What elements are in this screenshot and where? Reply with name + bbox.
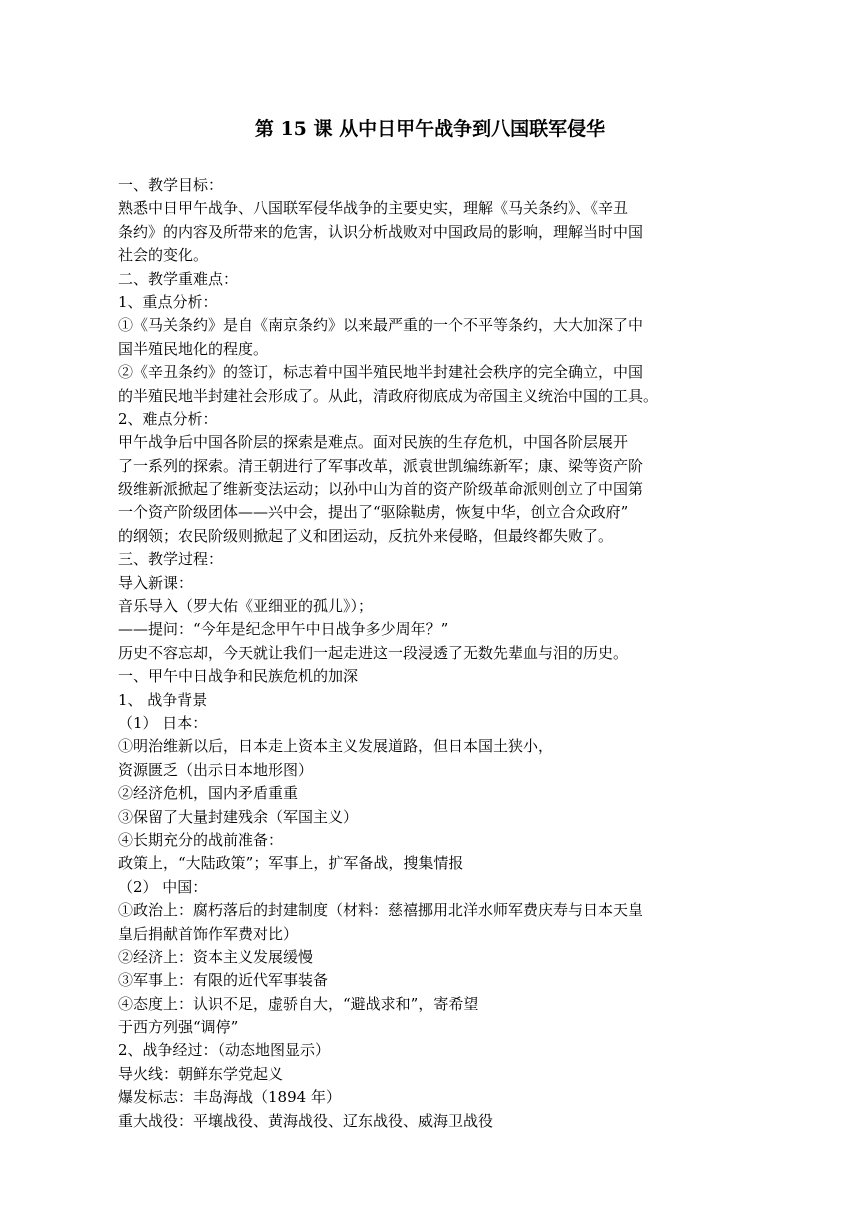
- text-line: ③保留了大量封建残余（军国主义）: [118, 807, 359, 826]
- text-line: （1） 日本：: [118, 713, 208, 732]
- text-line: ②经济上：资本主义发展缓慢: [118, 947, 314, 966]
- text-line: 熟悉中日甲午战争、八国联军侵华战争的主要史实，理解《马关条约》、《辛丑: [118, 199, 629, 218]
- text-line: ——提问：“今年是纪念甲午中日战争多少周年？”: [118, 620, 449, 639]
- text-line: 一、甲午中日战争和民族危机的加深: [118, 667, 359, 686]
- text-line: 国半殖民地化的程度。: [118, 339, 269, 358]
- text-line: ①明治维新以后，日本走上资本主义发展道路，但日本国土狭小，: [118, 737, 554, 756]
- text-line: 三、教学过程：: [118, 550, 224, 569]
- text-line: 2、难点分析：: [118, 409, 218, 428]
- text-line: 级维新派掀起了维新变法运动；以孙中山为首的资产阶级革命派则创立了中国第: [118, 480, 644, 499]
- text-line: 1、 战争背景: [118, 690, 208, 709]
- text-line: （2） 中国：: [118, 877, 208, 896]
- text-line: ④长期充分的战前准备：: [118, 830, 284, 849]
- text-line: 1、重点分析：: [118, 292, 218, 311]
- text-line: 政策上，“大陆政策”；军事上，扩军备战，搜集情报: [118, 854, 464, 873]
- text-line: ①政治上：腐朽落后的封建制度（材料：慈禧挪用北洋水师军费庆寿与日本天皇: [118, 901, 644, 920]
- text-line: 导火线：朝鲜东学党起义: [118, 1064, 284, 1083]
- text-line: 一个资产阶级团体——兴中会，提出了“驱除鞑虏，恢复中华，创立合众政府”: [118, 503, 629, 522]
- text-line: 的纲领；农民阶级则掀起了义和团运动，反抗外来侵略，但最终都失败了。: [118, 526, 614, 545]
- lesson-title: 第 15 课 从中日甲午战争到八国联军侵华: [254, 118, 606, 140]
- text-line: 导入新课：: [118, 573, 194, 592]
- text-line: ④态度上：认识不足，虚骄自大，“避战求和”，寄希望: [118, 994, 479, 1013]
- text-line: 了一系列的探索。清王朝进行了军事改革，派袁世凯编练新军；康、梁等资产阶: [118, 456, 644, 475]
- lesson-body: [118, 174, 742, 1133]
- text-line: 一、教学目标：: [118, 176, 224, 194]
- text-line: ①《马关条约》是自《南京条约》以来最严重的一个不平等条约，大大加深了中: [118, 316, 644, 335]
- text-line: ②经济危机，国内矛盾重重: [118, 784, 299, 803]
- text-line: ②《辛丑条约》的签订，标志着中国半殖民地半封建社会秩序的完全确立，中国: [118, 363, 644, 382]
- text-line: 皇后捐献首饰作军费对比）: [118, 924, 299, 943]
- text-line: 爆发标志：丰岛海战（1894 年）: [118, 1088, 341, 1107]
- text-line: 重大战役：平壤战役、黄海战役、辽东战役、威海卫战役: [118, 1111, 494, 1130]
- text-line: 的半殖民地半封建社会形成了。从此，清政府彻底成为帝国主义统治中国的工具。: [118, 386, 659, 405]
- text-line: 2、战争经过：（动态地图显示）: [118, 1041, 331, 1060]
- text-line: ③军事上：有限的近代军事装备: [118, 971, 329, 990]
- text-line: 资源匮乏（出示日本地形图）: [118, 760, 314, 779]
- text-line: 甲午战争后中国各阶层的探索是难点。面对民族的生存危机，中国各阶层展开: [118, 433, 629, 452]
- text-line: 历史不容忘却，今天就让我们一起走进这一段浸透了无数先辈血与泪的历史。: [118, 643, 629, 662]
- text-line: 条约》的内容及所带来的危害，认识分析战败对中国政局的影响，理解当时中国: [118, 222, 644, 241]
- text-line: 音乐导入（罗大佑《亚细亚的孤儿》）；: [118, 597, 374, 616]
- text-line: 于西方列强“调停”: [118, 1018, 239, 1037]
- text-line: 社会的变化。: [118, 246, 209, 265]
- text-line: 二、教学重难点：: [118, 269, 239, 288]
